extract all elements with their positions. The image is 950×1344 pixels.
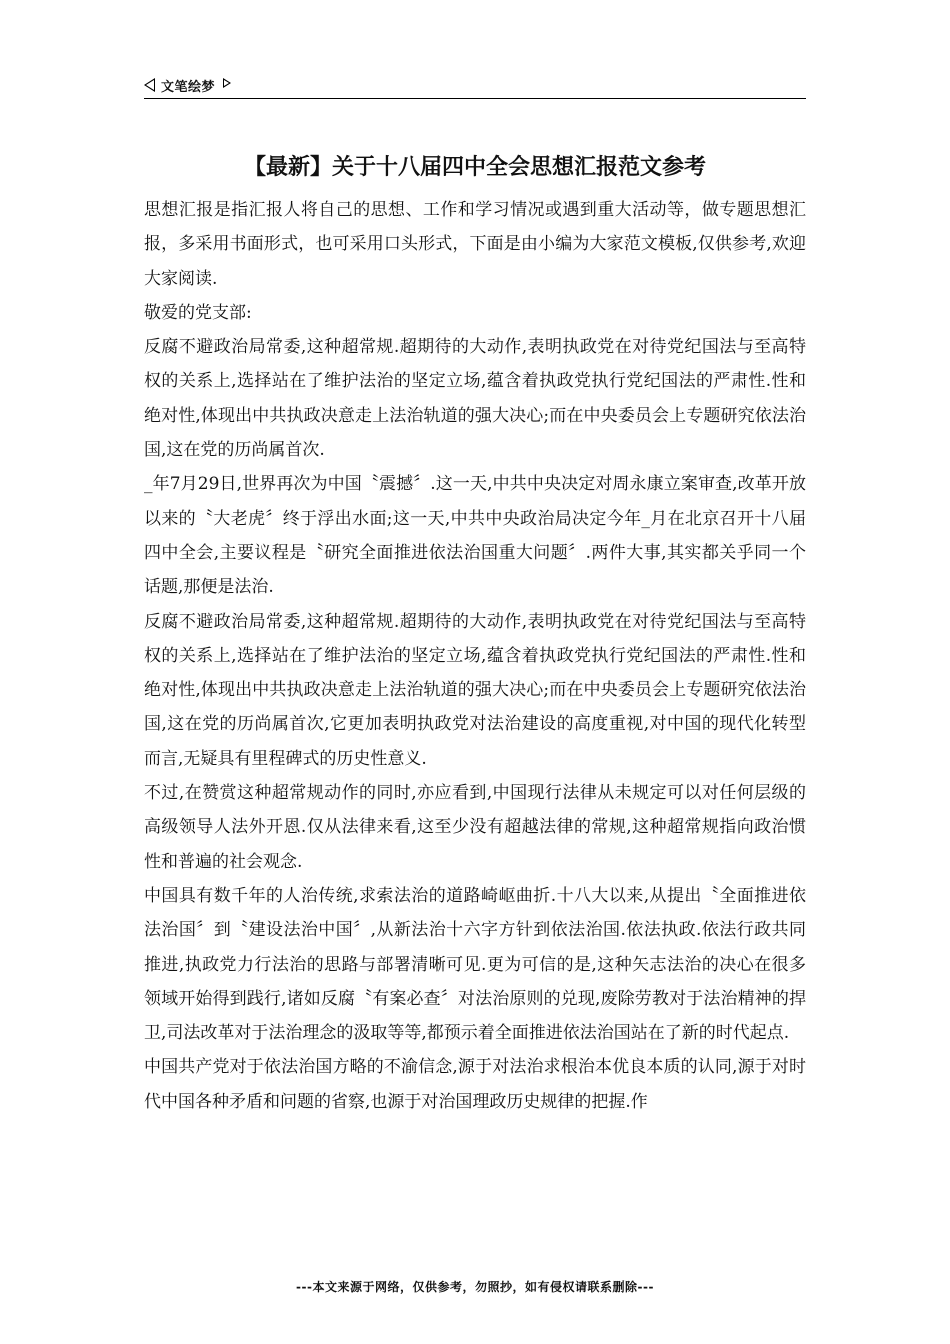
triangle-left-icon (144, 78, 155, 92)
document-title: 【最新】关于十八届四中全会思想汇报范文参考 (243, 155, 706, 180)
paragraph: 中国共产党对于依法治国方略的不渝信念,源于对法治求根治本优良本质的认同,源于对时代中国各种矛盾和问题的省察,也源于对治国理政历史规律的把握.作 (144, 1057, 806, 1112)
paragraph: 中国具有数千年的人治传统,求索法治的道路崎岖曲折.十八大以来,从提出〝全面推进依法治国〞到〝建设法治中国〞,从新法治十六字方针到依法治国.依法执政.依法行政共同推进,执政党力行法治的思路与部署清晰可见.更为可信的是,这种矢志法治的决心在很多领域开始得到践行,诸如反腐〝有案必查〞对法治原则的兑现,废除劳教对于法治精神的捍卫,司法改革对于法治理念的汲取等等,都预示着全面推进依法治国站在了新的时代起点. (144, 885, 806, 1044)
paragraph-salutation: 敬爱的党支部: (144, 302, 252, 323)
paragraph: 反腐不避政治局常委,这种超常规.超期待的大动作,表明执政党在对待党纪国法与至高特权的关系上,选择站在了维护法治的坚定立场,蕴含着执政党执行党纪国法的严肃性.性和绝对性,体现出中共执政决意走上法治轨道的强大决心;而在中央委员会上专题研究依法治国,这在党的历尚属首次. (144, 337, 806, 461)
page-footer-disclaimer: ---本文来源于网络，仅供参考，勿照抄，如有侵权请联系删除--- (296, 1280, 654, 1294)
paragraph: 反腐不避政治局常委,这种超常规.超期待的大动作,表明执政党在对待党纪国法与至高特权的关系上,选择站在了维护法治的坚定立场,蕴含着执政党执行党纪国法的严肃性.性和绝对性,体现出中共执政决意走上法治轨道的强大决心;而在中央委员会上专题研究依法治国,这在党的历尚属首次,它更加表明执政党对法治建设的高度重视,对中国的现代化转型而言,无疑具有里程碑式的历史性意义. (144, 611, 806, 769)
document-body (144, 193, 806, 1119)
page-header (144, 72, 806, 99)
header-brand: 文笔绘梦 (161, 79, 216, 95)
triangle-right-icon (223, 78, 231, 88)
paragraph: 不过,在赞赏这种超常规动作的同时,亦应看到,中国现行法律从未规定可以对任何层级的高级领导人法外开恩.仅从法律来看,这至少没有超越法律的常规,这种超常规指向政治惯性和普遍的社会观念. (144, 783, 806, 872)
paragraph: _年7月29日,世界再次为中国〝震撼〞.这一天,中共中央决定对周永康立案审查,改革开放以来的〝大老虎〞终于浮出水面;这一天,中共中央政治局决定今年_月在北京召开十八届四中全会,主要议程是〝研究全面推进依法治国重大问题〞.两件大事,其实都关乎同一个话题,那便是法治. (144, 474, 806, 598)
paragraph-intro: 思想汇报是指汇报人将自己的思想、工作和学习情况或遇到重大活动等，做专题思想汇报，多采用书面形式，也可采用口头形式，下面是由小编为大家范文模板,仅供参考,欢迎大家阅读. (144, 200, 806, 289)
